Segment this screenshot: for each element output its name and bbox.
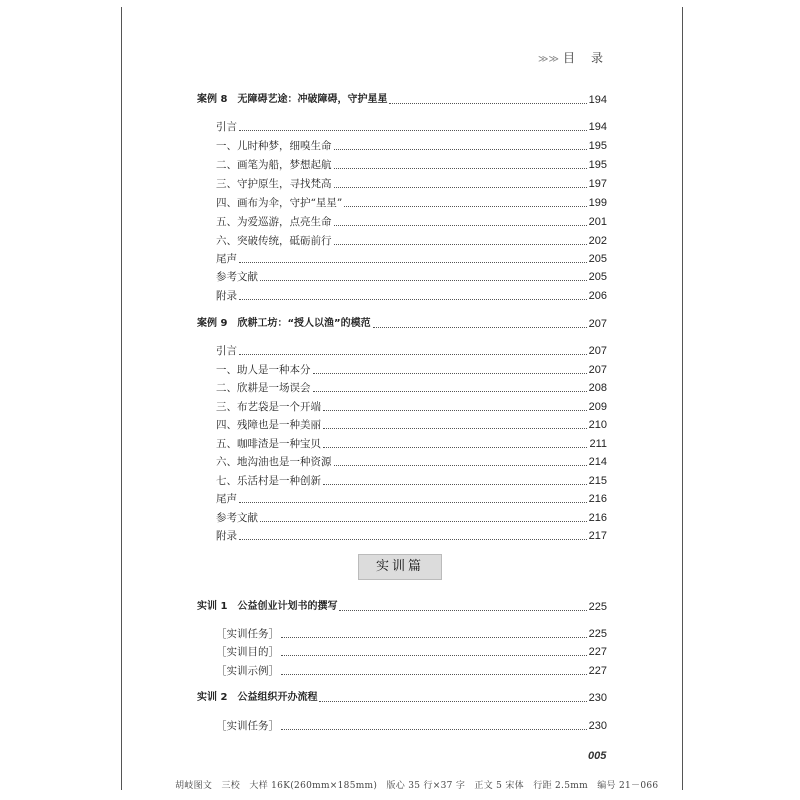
toc-entry[interactable]	[216, 156, 607, 172]
entry-title: ［实训示例］	[216, 665, 279, 677]
case-label: 案例 8	[197, 94, 228, 105]
leader-dots	[281, 729, 587, 730]
toc-entry[interactable]	[216, 137, 607, 153]
header-mark: ≫≫	[538, 54, 559, 65]
toc-entry[interactable]	[216, 342, 607, 358]
leader-dots	[334, 465, 587, 466]
page-ref: 205	[588, 271, 607, 283]
entry-title: ［实训任务］	[216, 720, 279, 732]
leader-dots	[281, 674, 587, 675]
entry-title: 七、乐活村是一种创新	[216, 475, 321, 487]
toc-entry[interactable]	[216, 175, 607, 191]
case-title: 无障碍艺途：冲破障碍，守护星星	[237, 94, 388, 105]
page-ref: 201	[588, 216, 607, 228]
leader-dots	[389, 103, 586, 104]
toc-entry[interactable]	[216, 194, 607, 210]
entry-title: ［实训任务］	[216, 628, 279, 640]
toc-training-entry[interactable]	[197, 689, 607, 705]
leader-dots	[239, 539, 587, 540]
page-ref: 197	[588, 178, 607, 190]
entry-title: 引言	[216, 345, 237, 357]
entry-title: 三、布艺袋是一个开端	[216, 401, 321, 413]
entry-title: 二、画笔为船，梦想起航	[216, 159, 332, 171]
page-ref: 205	[588, 253, 607, 265]
leader-dots	[239, 502, 587, 503]
toc-entry[interactable]	[216, 398, 607, 414]
page-ref: 207	[588, 345, 607, 357]
leader-dots	[239, 354, 587, 355]
leader-dots	[323, 484, 587, 485]
leader-dots	[313, 391, 587, 392]
leader-dots	[281, 655, 587, 656]
leader-dots	[323, 410, 587, 411]
toc-entry[interactable]	[216, 287, 607, 303]
entry-title: ［实训目的］	[216, 646, 279, 658]
entry-title: 五、为爱巡游，点亮生命	[216, 216, 332, 228]
page-ref: 207	[588, 318, 607, 330]
leader-dots	[323, 447, 587, 448]
page-ref: 215	[588, 475, 607, 487]
training-label: 实训 1	[197, 601, 228, 612]
page-ref: 194	[588, 121, 607, 133]
entry-title: 参考文献	[216, 512, 258, 524]
print-footer: 胡岐图文 三校 大样 16K(260mm×185mm) 版心 35 行×37 字 正文 5 宋体 行距 2.5mm 编号 21－066	[175, 781, 659, 791]
leader-dots	[319, 701, 586, 702]
leader-dots	[260, 521, 587, 522]
page-ref: 214	[588, 456, 607, 468]
page-ref: 216	[588, 512, 607, 524]
toc-entry[interactable]	[216, 213, 607, 229]
leader-dots	[334, 168, 587, 169]
leader-dots	[313, 373, 587, 374]
page-ref: 210	[588, 419, 607, 431]
toc-entry[interactable]	[216, 527, 607, 543]
page-ref: 230	[588, 720, 607, 732]
page-ref: 199	[588, 197, 607, 209]
entry-title: 六、地沟油也是一种资源	[216, 456, 332, 468]
entry-title: 五、咖啡渣是一种宝贝	[216, 438, 321, 450]
leader-dots	[239, 262, 587, 263]
leader-dots	[334, 225, 587, 226]
training-title: 公益组织开办流程	[237, 692, 318, 703]
section-heading: 实训篇	[358, 554, 442, 580]
page-ref: 217	[588, 530, 607, 542]
toc-entry[interactable]	[216, 662, 607, 678]
leader-dots	[281, 637, 587, 638]
toc-entry[interactable]	[216, 509, 607, 525]
toc-case-entry[interactable]	[197, 315, 607, 331]
entry-title: 引言	[216, 121, 237, 133]
page-ref: 202	[588, 235, 607, 247]
case-title: 欣耕工坊：“授人以渔”的模范	[237, 318, 371, 329]
leader-dots	[334, 149, 587, 150]
toc-entry[interactable]	[216, 268, 607, 284]
page-ref: 225	[588, 628, 607, 640]
entry-title: 附录	[216, 530, 237, 542]
toc-entry[interactable]	[216, 379, 607, 395]
leader-dots	[260, 280, 587, 281]
leader-dots	[344, 206, 586, 207]
page-ref: 209	[588, 401, 607, 413]
page-ref: 206	[588, 290, 607, 302]
toc-entry[interactable]	[216, 232, 607, 248]
leader-dots	[373, 327, 587, 328]
toc-entry[interactable]	[216, 416, 607, 432]
toc-entry[interactable]	[216, 717, 607, 733]
toc-training-entry[interactable]	[197, 598, 607, 614]
leader-dots	[334, 244, 587, 245]
entry-title: 参考文献	[216, 271, 258, 283]
page-ref: 230	[588, 692, 607, 704]
entry-title: 一、儿时种梦，细嗅生命	[216, 140, 332, 152]
toc-entry[interactable]	[216, 472, 607, 488]
page-ref: 227	[588, 665, 607, 677]
leader-dots	[239, 299, 587, 300]
entry-title: 四、残障也是一种美丽	[216, 419, 321, 431]
page-ref: 207	[588, 364, 607, 376]
entry-title: 尾声	[216, 493, 237, 505]
entry-title: 四、画布为伞，守护“星星”	[216, 197, 343, 209]
entry-title: 二、欣耕是一场误会	[216, 382, 311, 394]
training-label: 实训 2	[197, 692, 228, 703]
training-title: 公益创业计划书的撰写	[237, 601, 338, 612]
toc-entry[interactable]	[216, 435, 607, 451]
page-header	[538, 49, 605, 66]
toc-case-entry[interactable]	[197, 91, 607, 107]
page-ref: 211	[589, 438, 607, 450]
entry-title: 三、守护原生，寻找梵高	[216, 178, 332, 190]
page-ref: 216	[588, 493, 607, 505]
toc-entry[interactable]	[216, 490, 607, 506]
case-label: 案例 9	[197, 318, 228, 329]
toc-entry[interactable]	[216, 118, 607, 134]
entry-title: 附录	[216, 290, 237, 302]
leader-dots	[339, 610, 586, 611]
toc-entry[interactable]	[216, 643, 607, 659]
leader-dots	[323, 428, 587, 429]
page-ref: 227	[588, 646, 607, 658]
header-title: 目 录	[562, 51, 605, 65]
leader-dots	[239, 130, 587, 131]
toc-entry[interactable]	[216, 453, 607, 469]
page-ref: 195	[588, 140, 607, 152]
page-ref: 225	[588, 601, 607, 613]
entry-title: 尾声	[216, 253, 237, 265]
toc-entry[interactable]	[216, 361, 607, 377]
leader-dots	[334, 187, 587, 188]
entry-title: 一、助人是一种本分	[216, 364, 311, 376]
toc-entry[interactable]	[216, 250, 607, 266]
toc-entry[interactable]	[216, 625, 607, 641]
page-ref: 194	[588, 94, 607, 106]
page-number: 005	[588, 750, 607, 762]
page-ref: 208	[588, 382, 607, 394]
page-ref: 195	[588, 159, 607, 171]
entry-title: 六、突破传统，砥砺前行	[216, 235, 332, 247]
